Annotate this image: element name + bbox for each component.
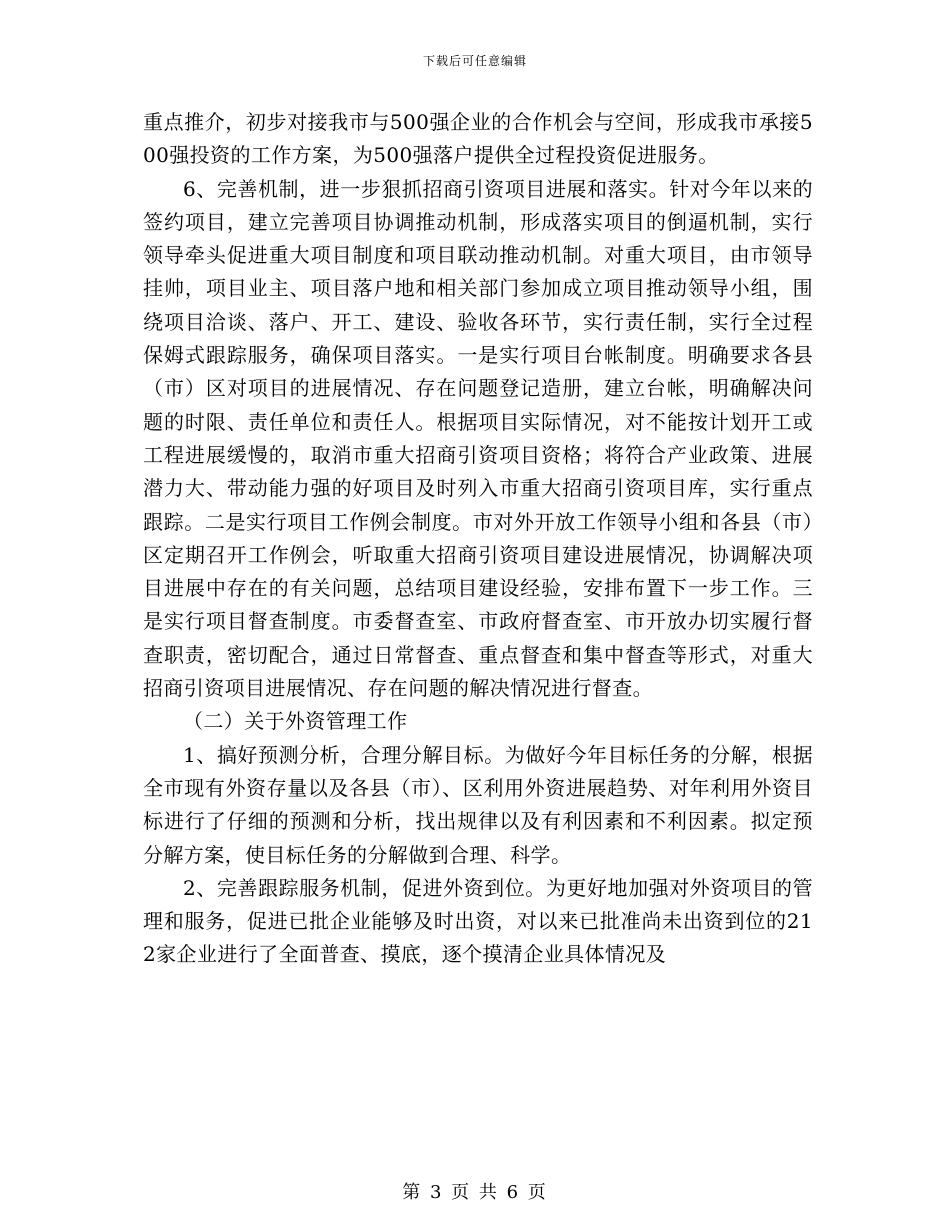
paragraph-1: 重点推介，初步对接我市与500强企业的合作机会与空间，形成我市承接500强投资的工作方案，为500强落户提供全过程投资促进服务。 <box>143 110 813 168</box>
paragraph-2: 6、完善机制，进一步狠抓招商引资项目进展和落实。针对今年以来的签约项目，建立完善项目协调推动机制，形成落实项目的倒逼机制，实行领导牵头促进重大项目制度和项目联动推动机制。对重大项目，由市领导挂帅，项目业主、项目落户地和相关部门参加成立项目推动领导小组，围绕项目洽谈、落户、开工、建设、验收各环节，实行责任制，实行全过程保姆式跟踪服务，确保项目落实。一是实行项目台帐制度。明确要求各县（市）区对项目的进展情况、存在问题登记造册，建立台帐，明确解决问题的时限、责任单位和责任人。根据项目实际情况，对不能按计划开工或工程进展缓慢的，取消市重大招商引资项目资格；将符合产业政策、进展潜力大、带动能力强的好项目及时列入市重大招商引资项目库，实行重点跟踪。二是实行项目工作例会制度。市对外开放工作领导小组和各县（市）区定期召开工作例会，听取重大招商引资项目建设进展情况，协调解决项目进展中存在的有关问题，总结项目建设经验，安排布置下一步工作。三是实行项目督查制度。市委督查室、市政府督查室、市开放办切实履行督查职责，密切配合，通过日常督查、重点督查和集中督查等形式，对重大招商引资项目进展情况、存在问题的解决情况进行督查。 <box>143 176 813 701</box>
section-heading-foreign-investment: （二）关于外资管理工作 <box>183 709 408 734</box>
paragraph-3: 1、搞好预测分析，合理分解目标。为做好今年目标任务的分解，根据全市现有外资存量以及各县（市）、区利用外资进展趋势、对年利用外资目标进行了仔细的预测和分析，找出规律以及有利因素和不利因素。拟定预分解方案，使目标任务的分解做到合理、科学。 <box>143 742 813 867</box>
page-header: 下载后可任意编辑 <box>422 54 527 68</box>
document-body <box>143 106 813 972</box>
page-number-footer: 第 3 页 共 6 页 <box>402 1182 548 1203</box>
paragraph-4: 2、完善跟踪服务机制，促进外资到位。为更好地加强对外资项目的管理和服务，促进已批企业能够及时出资，对以来已批准尚未出资到位的212家企业进行了全面普查、摸底，逐个摸清企业具体情况及 <box>143 875 813 967</box>
